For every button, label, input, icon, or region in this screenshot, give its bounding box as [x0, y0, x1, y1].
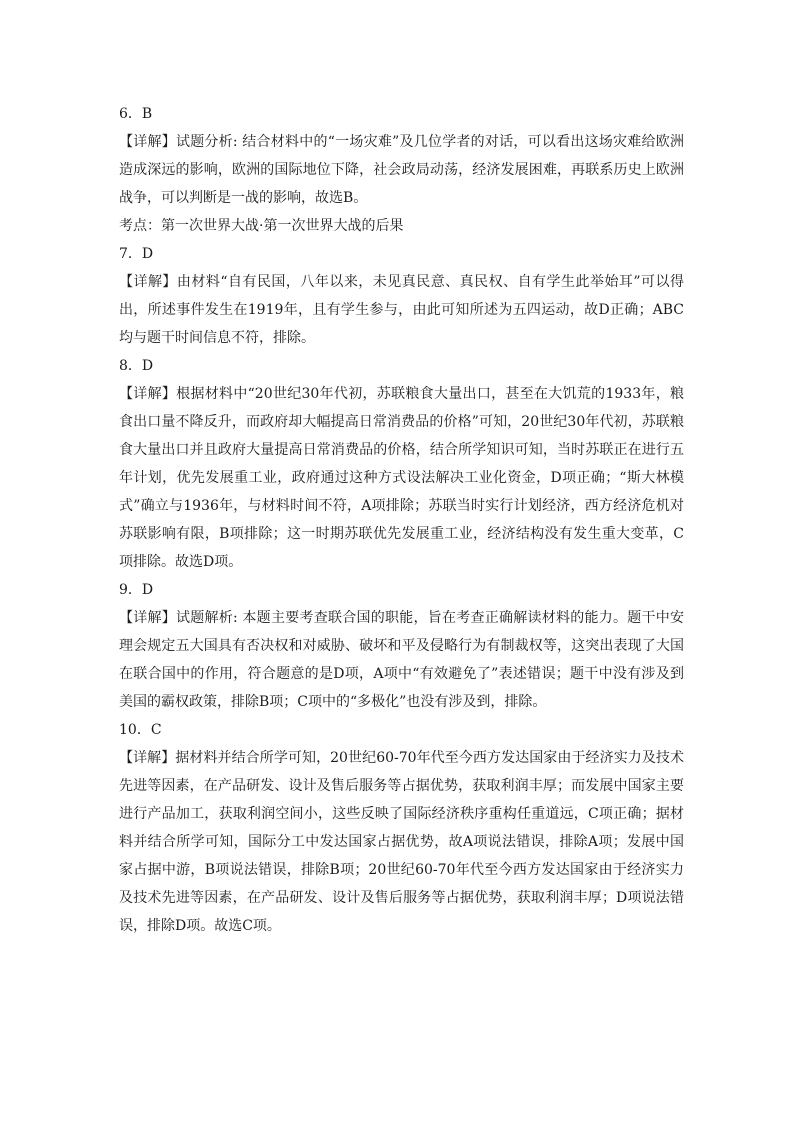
knowledge-point: 考点：第一次世界大战·第一次世界大战的后果 [119, 218, 404, 234]
answer-explanations [119, 100, 684, 940]
answer-number: 6．B [119, 106, 153, 122]
answer-number: 10．C [119, 722, 162, 738]
answer-item-7 [119, 240, 684, 352]
answer-item-10 [119, 716, 684, 940]
explanation-paragraph: 【详解】据材料并结合所学可知，20世纪60-70年代至今西方发达国家由于经济实力及技术先进等因素，在产品研发、设计及售后服务等占据优势，获取利润丰厚；而发展中国家主要进行产品加工，获取利润空间小，这些反映了国际经济秩序重构任重道远，C项正确；据材料并结合所学可知，国际分工中发达国家占据优势，故A项说法错误，排除A项；发展中国家占据中游，B项说法错误，排除B项；20世纪60-70年代至今西方发达国家由于经济实力及技术先进等因素，在产品研发、设计及售后服务等占据优势，获取利润丰厚；D项说法错误，排除D项。故选C项。 [119, 750, 684, 934]
answer-item-6 [119, 100, 684, 240]
answer-item-8 [119, 352, 684, 576]
answer-number: 7．D [119, 246, 154, 262]
answer-number: 9．D [119, 582, 154, 598]
answer-item-9 [119, 576, 684, 716]
explanation-paragraph: 【详解】根据材料中“20世纪30年代初，苏联粮食大量出口，甚至在大饥荒的1933年，粮食出口量不降反升，而政府却大幅提高日常消费品的价格”可知，20世纪30年代初，苏联粮食大量出口并且政府大量提高日常消费品的价格，结合所学知识可知，当时苏联正在进行五年计划，优先发展重工业，政府通过这种方式设法解决工业化资金，D项正确；“斯大林模式”确立与1936年，与材料时间不符，A项排除；苏联当时实行计划经济，西方经济危机对苏联影响有限，B项排除；这一时期苏联优先发展重工业，经济结构没有发生重大变革，C项排除。故选D项。 [119, 386, 684, 570]
answer-number: 8．D [119, 358, 154, 374]
explanation-paragraph: 【详解】试题分析: 结合材料中的“一场灾难”及几位学者的对话，可以看出这场灾难给欧洲造成深远的影响，欧洲的国际地位下降，社会政局动荡，经济发展困难，再联系历史上欧洲战争，可以判断是一战的影响，故选B。 [119, 134, 684, 206]
explanation-paragraph: 【详解】由材料“自有民国，八年以来，未见真民意、真民权、自有学生此举始耳”可以得出，所述事件发生在1919年，且有学生参与，由此可知所述为五四运动，故D正确；ABC均与题干时间信息不符，排除。 [119, 274, 684, 346]
explanation-paragraph: 【详解】试题解析: 本题主要考查联合国的职能，旨在考查正确解读材料的能力。题干中安理会规定五大国具有否决权和对威胁、破坏和平及侵略行为有制裁权等，这突出表现了大国在联合国中的作用，符合题意的是D项，A项中“有效避免了”表述错误；题干中没有涉及到美国的霸权政策，排除B项；C项中的“多极化”也没有涉及到，排除。 [119, 610, 684, 710]
